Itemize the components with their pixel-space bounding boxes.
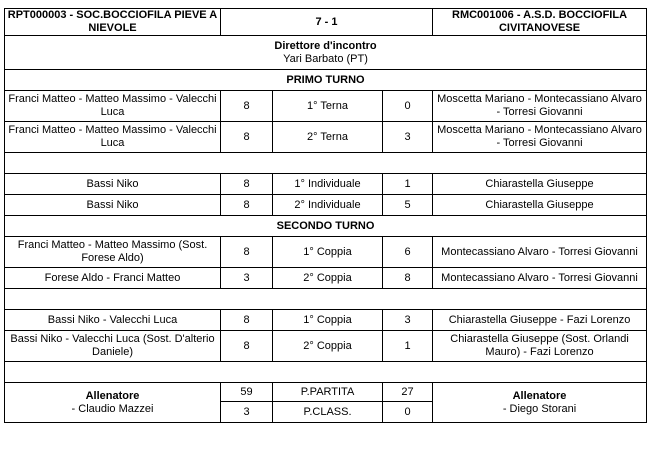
away-coach-cell [433,383,647,423]
home-score: 8 [221,122,273,153]
director-name: Yari Barbato (PT) [283,52,368,65]
home-score: 3 [221,268,273,289]
game-type: 2° Coppia [273,268,383,289]
spacer-cell [5,362,647,383]
away-score: 6 [383,237,433,268]
table-row [5,91,647,122]
table-row [5,237,647,268]
game-type: 1° Coppia [273,237,383,268]
director-row [5,36,647,70]
home-coach-cell [5,383,221,423]
home-team: RPT000003 - SOC.BOCCIOFILA PIEVE A NIEVOLE [5,9,221,36]
home-coach-name: - Claudio Mazzei [71,402,154,415]
table-row [5,195,647,216]
match-score: 7 - 1 [221,9,433,36]
game-type: 1° Terna [273,91,383,122]
table-row [5,331,647,362]
table-row [5,122,647,153]
home-players: Bassi Niko - Valecchi Luca [5,310,221,331]
table-row [5,174,647,195]
home-score: 8 [221,237,273,268]
away-score: 3 [383,122,433,153]
away-players: Chiarastella Giuseppe - Fazi Lorenzo [433,310,647,331]
home-players: Bassi Niko [5,195,221,216]
section-second-row [5,216,647,237]
away-score: 8 [383,268,433,289]
away-score: 0 [383,91,433,122]
away-score: 1 [383,174,433,195]
class-label: P.CLASS. [273,402,383,423]
section-second-title: SECONDO TURNO [5,216,647,237]
table-row [5,268,647,289]
section-first-title: PRIMO TURNO [5,70,647,91]
home-players: Franci Matteo - Matteo Massimo (Sost. Forese Aldo) [5,237,221,268]
away-class-points: 0 [383,402,433,423]
away-players: Chiarastella Giuseppe [433,174,647,195]
spacer-cell [5,289,647,310]
home-players: Forese Aldo - Franci Matteo [5,268,221,289]
game-type: 2° Coppia [273,331,383,362]
spacer-row [5,362,647,383]
home-players: Franci Matteo - Matteo Massimo - Valecchi Luca [5,91,221,122]
home-score: 8 [221,331,273,362]
home-players: Bassi Niko [5,174,221,195]
away-score: 5 [383,195,433,216]
section-first-row [5,70,647,91]
table-row [5,310,647,331]
away-score: 3 [383,310,433,331]
game-type: 1° Individuale [273,174,383,195]
director-cell [5,36,647,70]
home-score: 8 [221,174,273,195]
away-score: 1 [383,331,433,362]
away-players: Moscetta Mariano - Montecassiano Alvaro - Torresi Giovanni [433,122,647,153]
home-coach-label: Allenatore [85,389,140,402]
game-type: 1° Coppia [273,310,383,331]
game-type: 2° Individuale [273,195,383,216]
away-coach-label: Allenatore [512,389,567,402]
away-partita-points: 27 [383,383,433,402]
home-class-points: 3 [221,402,273,423]
game-type: 2° Terna [273,122,383,153]
header-row [5,9,647,36]
away-coach-name: - Diego Storani [502,402,577,415]
away-players: Chiarastella Giuseppe [433,195,647,216]
spacer-row [5,153,647,174]
away-players: Montecassiano Alvaro - Torresi Giovanni [433,268,647,289]
away-players: Montecassiano Alvaro - Torresi Giovanni [433,237,647,268]
home-partita-points: 59 [221,383,273,402]
director-label: Direttore d'incontro [274,39,377,52]
home-score: 8 [221,195,273,216]
away-players: Chiarastella Giuseppe (Sost. Orlandi Mauro) - Fazi Lorenzo [433,331,647,362]
away-players: Moscetta Mariano - Montecassiano Alvaro - Torresi Giovanni [433,91,647,122]
spacer-row [5,289,647,310]
home-players: Bassi Niko - Valecchi Luca (Sost. D'alterio Daniele) [5,331,221,362]
footer-row-partita [5,383,647,402]
home-score: 8 [221,310,273,331]
away-team: RMC001006 - A.S.D. BOCCIOFILA CIVITANOVESE [433,9,647,36]
match-report-table [4,8,647,423]
partita-label: P.PARTITA [273,383,383,402]
home-score: 8 [221,91,273,122]
spacer-cell [5,153,647,174]
home-players: Franci Matteo - Matteo Massimo - Valecchi Luca [5,122,221,153]
